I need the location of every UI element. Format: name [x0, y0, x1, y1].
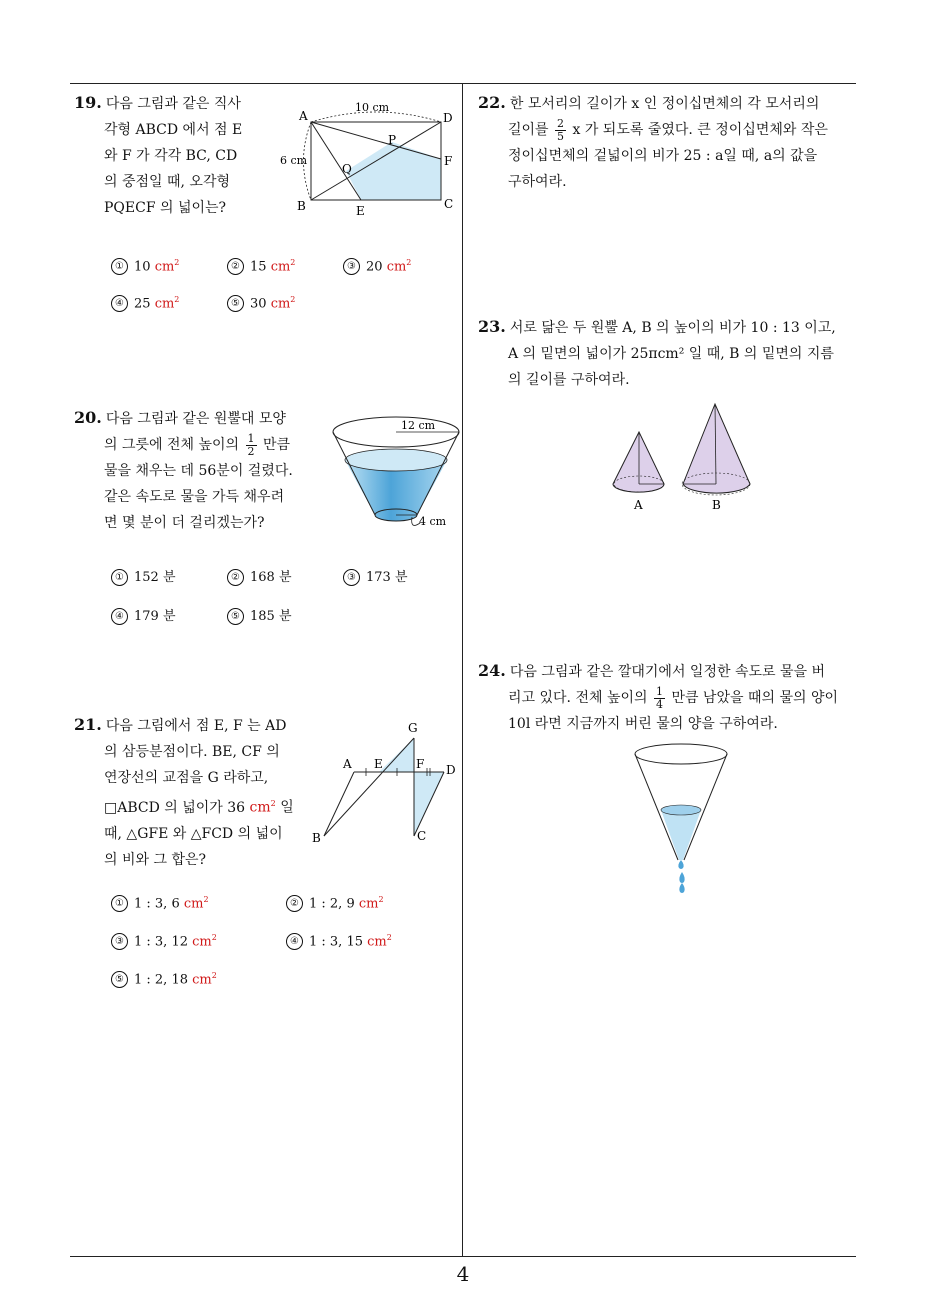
question-text-line: 같은 속도로 물을 가득 채우려	[104, 489, 285, 505]
point-label: A	[299, 109, 308, 123]
water-drop-icon	[679, 872, 684, 883]
point-label: F	[416, 757, 425, 771]
figure-two-cones	[604, 398, 774, 516]
option-unit: cm	[358, 896, 379, 912]
question-20	[74, 405, 324, 536]
option-marker: ①	[111, 258, 128, 275]
option-2[interactable]	[227, 258, 295, 275]
question-text-line: 의 중점일 때, 오각형	[104, 174, 230, 190]
question-text-line: 때, △GFE 와 △FCD 의 넓이	[104, 825, 283, 842]
column-divider	[462, 83, 463, 1257]
option-2[interactable]	[286, 895, 384, 912]
option-value: 25	[134, 296, 151, 312]
option-unit: cm	[270, 259, 291, 275]
fraction-numerator: 1	[655, 684, 663, 698]
fraction	[246, 433, 257, 458]
funnel-water	[661, 810, 701, 860]
point-label: C	[444, 197, 454, 211]
question-text-line: 의 삼등분점이다. BE, CF 의	[104, 744, 280, 760]
point-label: P	[388, 133, 397, 147]
point-label: D	[443, 111, 453, 125]
fraction-denominator: 4	[655, 697, 663, 711]
question-text-line: 다음 그림에서 점 E, F 는 AD	[105, 718, 287, 734]
option-exp: 2	[386, 933, 392, 942]
top-rule	[70, 83, 856, 84]
question-number: 24.	[478, 661, 506, 680]
question-text-line: 만큼 남았을 때의 물의 양이	[671, 690, 839, 706]
option-exp: 2	[211, 933, 217, 942]
point-label: B	[297, 199, 306, 213]
fraction	[654, 686, 665, 711]
option-unit: cm	[192, 934, 212, 950]
option-unit: cm	[270, 296, 291, 312]
option-4[interactable]	[111, 295, 179, 312]
option-marker: ②	[227, 569, 244, 586]
option-marker: ②	[227, 258, 244, 275]
option-value: 30	[250, 296, 267, 312]
option-value: 15	[250, 259, 267, 275]
option-value: 185 분	[250, 609, 292, 624]
question-22	[478, 90, 868, 195]
fraction-denominator: 5	[557, 129, 565, 143]
option-unit: cm	[192, 972, 212, 988]
question-text-line: 리고 있다. 전체 높이의	[508, 690, 648, 706]
option-3[interactable]	[343, 566, 408, 586]
point-label: B	[312, 831, 321, 845]
option-exp: 2	[406, 258, 412, 267]
option-exp: 2	[174, 295, 180, 304]
option-exp: 2	[211, 971, 217, 980]
option-marker: ⑤	[227, 295, 244, 312]
option-value: 1 : 3, 12	[134, 934, 188, 950]
area-exp: 2	[270, 799, 276, 808]
fraction-denominator: 2	[247, 444, 255, 458]
question-23	[478, 314, 868, 393]
question-text-line: 와 F 가 각각 BC, CD	[104, 148, 238, 164]
cone-a	[613, 432, 664, 492]
option-unit: cm	[154, 296, 175, 312]
question-number: 21.	[74, 715, 102, 734]
question-text-line: 의 길이를 구하여라.	[508, 372, 630, 388]
option-marker: ⑤	[111, 971, 128, 988]
question-number: 22.	[478, 93, 506, 112]
option-unit: cm	[183, 896, 204, 912]
question-text-line: 서로 닮은 두 원뿔 A, B 의 높이의 비가 10 : 13 이고,	[509, 320, 836, 336]
fraction-numerator: 2	[557, 116, 565, 130]
option-marker: ⑤	[227, 608, 244, 625]
question-19	[74, 90, 294, 221]
option-marker: ③	[111, 933, 128, 950]
water-drop-icon	[679, 883, 684, 893]
option-2[interactable]	[227, 566, 292, 586]
option-exp: 2	[290, 295, 296, 304]
option-value: 20	[366, 259, 383, 275]
figure-funnel	[632, 742, 734, 894]
option-marker: ④	[111, 295, 128, 312]
fraction-numerator: 1	[247, 431, 255, 445]
option-value: 1 : 2, 18	[134, 972, 188, 988]
question-number: 20.	[74, 408, 102, 427]
funnel-water-surface	[661, 805, 701, 815]
option-marker: ①	[111, 895, 128, 912]
option-marker: ③	[343, 569, 360, 586]
figure-parallelogram	[308, 716, 463, 846]
question-text-line: 의 비와 그 합은?	[104, 851, 207, 868]
question-text-line: 한 모서리의 길이가 x 인 정이십면체의 각 모서리의	[509, 96, 820, 112]
question-text-line: 구하여라.	[508, 174, 567, 190]
option-value: 173 분	[366, 570, 408, 585]
question-number: 23.	[478, 317, 506, 336]
option-value: 1 : 2, 9	[309, 896, 355, 912]
option-5[interactable]	[227, 605, 292, 625]
area-unit: cm	[249, 799, 271, 816]
top-radius-label: 12 cm	[401, 419, 436, 432]
cone-a-label: A	[634, 498, 643, 512]
top-length-label: 10 cm	[355, 101, 390, 114]
option-exp: 2	[203, 895, 209, 904]
question-text-line: 다음 그림과 같은 깔대기에서 일정한 속도로 물을 버	[509, 664, 825, 680]
question-text-line: 만큼	[262, 437, 291, 453]
option-unit: cm	[154, 259, 175, 275]
option-4[interactable]	[111, 605, 176, 625]
figure-rectangle-abcd	[278, 96, 463, 221]
question-text-line: 연장선의 교점을 G 라하고,	[104, 770, 269, 786]
question-text-line: x 가 되도록 줄였다. 큰 정이십면체와 작은	[572, 122, 828, 138]
option-value: 10	[134, 259, 151, 275]
option-exp: 2	[174, 258, 180, 267]
option-value: 168 분	[250, 570, 292, 585]
option-unit: cm	[386, 259, 407, 275]
question-text-line: 일	[280, 799, 294, 816]
question-number: 19.	[74, 93, 102, 112]
point-label: E	[374, 757, 383, 771]
question-text-line: 길이를	[508, 122, 549, 138]
question-text-line: PQECF 의 넓이는?	[104, 200, 227, 216]
option-unit: cm	[367, 934, 387, 950]
option-1[interactable]	[111, 258, 179, 275]
option-value: 152 분	[134, 570, 176, 585]
option-marker: ③	[343, 258, 360, 275]
question-text-line: 물을 채우는 데 56분이 걸렸다.	[104, 463, 293, 479]
option-5[interactable]	[227, 295, 295, 312]
option-value: 179 분	[134, 609, 176, 624]
option-exp: 2	[378, 895, 384, 904]
option-3[interactable]	[111, 933, 217, 950]
water-drop-icon	[678, 860, 683, 869]
question-text-line: 각형 ABCD 에서 점 E	[104, 122, 243, 138]
option-4[interactable]	[286, 933, 392, 950]
question-24	[478, 658, 868, 737]
fraction	[555, 118, 566, 143]
option-marker: ④	[111, 608, 128, 625]
question-text-line: A 의 밑면의 넓이가 25πcm² 일 때, B 의 밑면의 지름	[508, 346, 834, 362]
option-1[interactable]	[111, 566, 176, 586]
option-1[interactable]	[111, 895, 209, 912]
option-marker: ④	[286, 933, 303, 950]
question-text-line: 정이십면체의 겉넓이의 비가 25 : a일 때, a의 값을	[508, 148, 818, 164]
question-text-line: 10l 라면 지금까지 버린 물의 양을 구하여라.	[508, 716, 778, 732]
option-exp: 2	[290, 258, 296, 267]
question-text-line: □ABCD 의 넓이가 36	[104, 799, 246, 816]
point-label: G	[408, 721, 418, 735]
point-label: C	[417, 829, 427, 843]
question-text-line: 의 그릇에 전체 높이의	[104, 437, 240, 453]
point-label: A	[343, 757, 352, 771]
question-21	[74, 712, 304, 873]
option-marker: ①	[111, 569, 128, 586]
cone-b-label: B	[712, 498, 721, 512]
point-label: Q	[342, 162, 352, 176]
funnel-rim	[635, 744, 727, 764]
option-5[interactable]	[111, 971, 217, 988]
question-text-line: 다음 그림과 같은 직사	[105, 96, 241, 112]
water-surface	[345, 449, 447, 471]
option-marker: ②	[286, 895, 303, 912]
point-label: E	[356, 204, 365, 218]
figure-frustum-vessel	[328, 408, 463, 533]
question-text-line: 다음 그림과 같은 원뿔대 모양	[105, 411, 286, 427]
left-length-label: 6 cm	[280, 154, 308, 167]
bottom-rule	[70, 1256, 856, 1257]
option-3[interactable]	[343, 258, 411, 275]
option-value: 1 : 3, 6	[134, 896, 180, 912]
bottom-radius-label: 4 cm	[419, 515, 447, 528]
point-label: D	[446, 763, 456, 777]
question-text-line: 면 몇 분이 더 걸리겠는가?	[104, 515, 265, 531]
page-number: 4	[456, 1262, 470, 1286]
option-value: 1 : 3, 15	[309, 934, 363, 950]
point-label: F	[444, 154, 453, 168]
